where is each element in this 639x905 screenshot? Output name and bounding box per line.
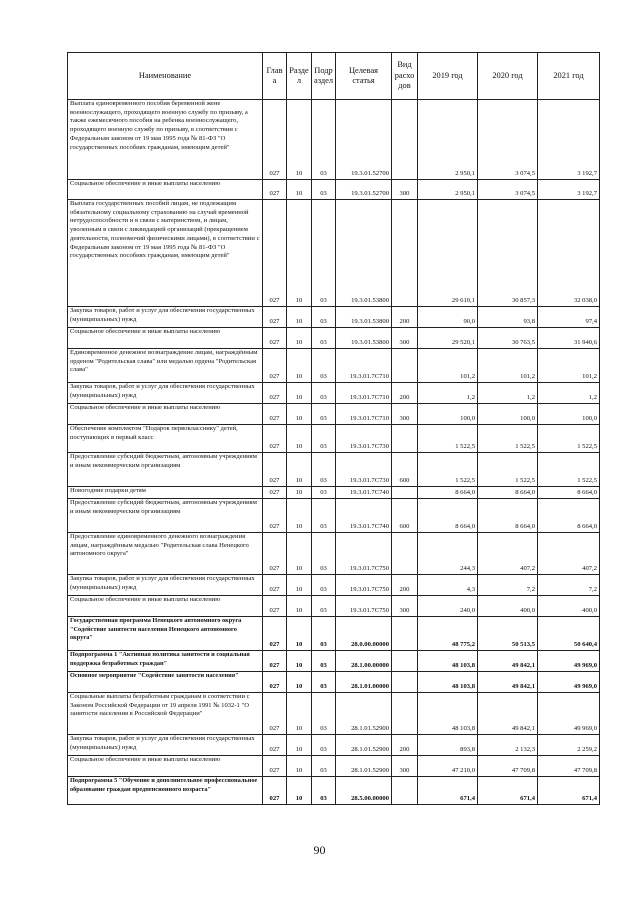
row-value-2020: 49 842,1 [478, 693, 538, 735]
row-value-2020: 3 074,5 [478, 180, 538, 200]
row-name: Социальное обеспечение и иные выплаты населению [68, 180, 263, 200]
row-value-2019: 90,0 [418, 307, 478, 328]
row-chapter: 027 [263, 756, 287, 777]
row-value-2021: 3 192,7 [538, 100, 600, 180]
table-row [68, 383, 600, 404]
row-chapter: 027 [263, 575, 287, 596]
row-target-article: 19.3.01.7С740 [336, 487, 392, 499]
row-target-article: 19.3.01.7С740 [336, 499, 392, 533]
row-value-2019: 29 520,1 [418, 328, 478, 349]
row-name: Подпрограмма 1 "Активная политика занятости и социальная поддержка безработных граждан" [68, 651, 263, 672]
row-value-2020: 8 664,0 [478, 499, 538, 533]
row-expense-type: 200 [392, 575, 418, 596]
row-value-2019: 1,2 [418, 383, 478, 404]
row-expense-type: 300 [392, 404, 418, 425]
row-target-article: 28.1.01.52900 [336, 756, 392, 777]
row-name: Новогодние подарки детям [68, 487, 263, 499]
row-section: 10 [287, 575, 312, 596]
header-expense-type: Вид расхо дов [392, 53, 418, 100]
page-number: 90 [313, 843, 326, 857]
row-name: Закупка товаров, работ и услуг для обеспечения государственных (муниципальных) нужд [68, 735, 263, 756]
row-chapter: 027 [263, 404, 287, 425]
row-value-2021: 8 664,0 [538, 487, 600, 499]
row-value-2021: 671,4 [538, 777, 600, 805]
row-chapter: 027 [263, 180, 287, 200]
row-expense-type [392, 693, 418, 735]
table-row [68, 328, 600, 349]
row-section: 10 [287, 533, 312, 575]
header-target-article: Целевая статья [336, 53, 392, 100]
row-value-2020: 50 513,5 [478, 617, 538, 651]
row-name: Социальные выплаты безработным гражданам в соответствии с Законом Российской Федерации от 19 апреля 1991 № 1032-1 "О занятости населения в Российской Федерации" [68, 693, 263, 735]
row-value-2021: 97,4 [538, 307, 600, 328]
row-value-2021: 49 969,0 [538, 693, 600, 735]
row-value-2020: 1,2 [478, 383, 538, 404]
row-expense-type [392, 200, 418, 307]
row-value-2020: 47 709,8 [478, 756, 538, 777]
row-section: 10 [287, 404, 312, 425]
table-row [68, 651, 600, 672]
row-target-article: 19.3.01.7С710 [336, 383, 392, 404]
table-row [68, 617, 600, 651]
row-target-article: 19.3.01.53800 [336, 200, 392, 307]
row-chapter: 027 [263, 777, 287, 805]
row-expense-type: 200 [392, 383, 418, 404]
row-value-2020: 93,8 [478, 307, 538, 328]
row-value-2019: 244,3 [418, 533, 478, 575]
row-expense-type: 300 [392, 596, 418, 617]
row-subsection: 03 [312, 200, 336, 307]
header-year-2021: 2021 год [538, 53, 600, 100]
row-chapter: 027 [263, 617, 287, 651]
row-value-2021: 8 664,0 [538, 499, 600, 533]
row-section: 10 [287, 596, 312, 617]
row-value-2020: 101,2 [478, 349, 538, 383]
row-name: Социальное обеспечение и иные выплаты населению [68, 756, 263, 777]
row-target-article: 28.1.01.52900 [336, 735, 392, 756]
row-target-article: 28.5.00.00000 [336, 777, 392, 805]
row-expense-type [392, 425, 418, 453]
row-value-2019: 48 775,2 [418, 617, 478, 651]
row-section: 10 [287, 617, 312, 651]
row-value-2020: 1 522,5 [478, 425, 538, 453]
row-expense-type [392, 487, 418, 499]
row-chapter: 027 [263, 533, 287, 575]
row-section: 10 [287, 383, 312, 404]
table-row [68, 425, 600, 453]
table-body [68, 100, 600, 805]
row-value-2021: 47 709,8 [538, 756, 600, 777]
row-expense-type [392, 100, 418, 180]
row-value-2019: 101,2 [418, 349, 478, 383]
header-section: Разде л [287, 53, 312, 100]
row-value-2019: 48 103,8 [418, 651, 478, 672]
row-name: Социальное обеспечение и иные выплаты населению [68, 404, 263, 425]
row-value-2021: 100,0 [538, 404, 600, 425]
row-value-2021: 1,2 [538, 383, 600, 404]
row-chapter: 027 [263, 453, 287, 487]
row-chapter: 027 [263, 425, 287, 453]
row-expense-type: 600 [392, 499, 418, 533]
row-value-2020: 2 132,3 [478, 735, 538, 756]
row-value-2019: 48 103,8 [418, 672, 478, 693]
row-section: 10 [287, 735, 312, 756]
row-chapter: 027 [263, 735, 287, 756]
row-chapter: 027 [263, 487, 287, 499]
row-chapter: 027 [263, 651, 287, 672]
table-row [68, 596, 600, 617]
row-expense-type: 300 [392, 180, 418, 200]
row-section: 10 [287, 180, 312, 200]
row-name: Единовременное денежное вознаграждение лицам, награждённым орденом "Родительская слава" или медалью ордена "Родительская слава" [68, 349, 263, 383]
row-value-2019: 47 210,0 [418, 756, 478, 777]
row-section: 10 [287, 425, 312, 453]
row-value-2021: 1 522,5 [538, 453, 600, 487]
row-value-2021: 50 640,4 [538, 617, 600, 651]
row-name: Обеспечение комплектом "Подарок первокласснику" детей, поступающих в первый класс [68, 425, 263, 453]
row-subsection: 03 [312, 425, 336, 453]
header-row [68, 53, 600, 100]
row-target-article: 19.3.01.7С710 [336, 404, 392, 425]
row-value-2021: 2 259,2 [538, 735, 600, 756]
row-value-2019: 240,0 [418, 596, 478, 617]
table-row [68, 180, 600, 200]
row-section: 10 [287, 777, 312, 805]
row-target-article: 19.3.01.7С750 [336, 575, 392, 596]
row-target-article: 19.3.01.7С750 [336, 596, 392, 617]
budget-table-container [67, 52, 599, 805]
table-row [68, 693, 600, 735]
row-value-2020: 49 842,1 [478, 651, 538, 672]
row-subsection: 03 [312, 617, 336, 651]
row-name: Социальное обеспечение и иные выплаты населению [68, 596, 263, 617]
row-target-article: 19.3.01.7С750 [336, 533, 392, 575]
row-chapter: 027 [263, 672, 287, 693]
row-chapter: 027 [263, 307, 287, 328]
row-chapter: 027 [263, 328, 287, 349]
row-subsection: 03 [312, 575, 336, 596]
row-value-2019: 671,4 [418, 777, 478, 805]
row-value-2020: 1 522,5 [478, 453, 538, 487]
table-row [68, 672, 600, 693]
row-value-2021: 400,0 [538, 596, 600, 617]
row-name: Основное мероприятие "Содействие занятости населения" [68, 672, 263, 693]
row-target-article: 28.1.01.52900 [336, 693, 392, 735]
row-subsection: 03 [312, 487, 336, 499]
table-row [68, 307, 600, 328]
row-section: 10 [287, 499, 312, 533]
row-section: 10 [287, 487, 312, 499]
table-row [68, 735, 600, 756]
row-name: Государственная программа Ненецкого автономного округа "Содействие занятости населения Ненецкого автономного округа" [68, 617, 263, 651]
row-value-2021: 31 940,6 [538, 328, 600, 349]
budget-table [67, 52, 600, 805]
row-value-2021: 7,2 [538, 575, 600, 596]
row-chapter: 027 [263, 383, 287, 404]
table-row [68, 404, 600, 425]
row-name: Подпрограмма 5 "Обучение и дополнительное профессиональное образование граждан предпенсионного возраста" [68, 777, 263, 805]
row-target-article: 19.3.01.7С730 [336, 453, 392, 487]
row-value-2020: 407,2 [478, 533, 538, 575]
row-target-article: 19.3.01.52700 [336, 100, 392, 180]
row-subsection: 03 [312, 693, 336, 735]
header-year-2019: 2019 год [418, 53, 478, 100]
row-value-2021: 3 192,7 [538, 180, 600, 200]
row-value-2020: 30 857,3 [478, 200, 538, 307]
row-section: 10 [287, 672, 312, 693]
row-value-2020: 30 763,5 [478, 328, 538, 349]
row-expense-type [392, 617, 418, 651]
table-row [68, 756, 600, 777]
row-value-2019: 100,0 [418, 404, 478, 425]
row-expense-type [392, 777, 418, 805]
row-value-2020: 8 664,0 [478, 487, 538, 499]
row-chapter: 027 [263, 100, 287, 180]
row-value-2019: 1 522,5 [418, 453, 478, 487]
row-expense-type: 300 [392, 328, 418, 349]
row-subsection: 03 [312, 328, 336, 349]
row-subsection: 03 [312, 533, 336, 575]
row-target-article: 19.3.01.7С710 [336, 349, 392, 383]
row-section: 10 [287, 100, 312, 180]
row-value-2020: 7,2 [478, 575, 538, 596]
row-value-2019: 1 522,5 [418, 425, 478, 453]
row-value-2021: 101,2 [538, 349, 600, 383]
table-row [68, 100, 600, 180]
row-subsection: 03 [312, 100, 336, 180]
row-section: 10 [287, 307, 312, 328]
row-target-article: 28.0.00.00000 [336, 617, 392, 651]
row-name: Предоставление субсидий бюджетным, автономным учреждениям и иным некоммерческим организациям [68, 499, 263, 533]
row-value-2020: 3 074,5 [478, 100, 538, 180]
row-subsection: 03 [312, 453, 336, 487]
table-row [68, 200, 600, 307]
row-name: Выплата единовременного пособия беременной жене военнослужащего, проходящего военную службу по призыву, а также ежемесячного пособия на ребенка военнослужащего, проходящего военную службу по призыву, в соответствии с Федеральным законом от 19 мая 1995 года № 81-ФЗ "О государственных пособиях гражданам, имеющим детей" [68, 100, 263, 180]
table-row [68, 453, 600, 487]
row-target-article: 19.3.01.52700 [336, 180, 392, 200]
row-value-2019: 29 610,1 [418, 200, 478, 307]
row-section: 10 [287, 693, 312, 735]
row-subsection: 03 [312, 756, 336, 777]
row-chapter: 027 [263, 499, 287, 533]
row-section: 10 [287, 453, 312, 487]
table-row [68, 575, 600, 596]
table-row [68, 533, 600, 575]
row-value-2019: 8 664,0 [418, 499, 478, 533]
row-section: 10 [287, 651, 312, 672]
row-target-article: 19.3.01.53800 [336, 328, 392, 349]
row-value-2020: 671,4 [478, 777, 538, 805]
row-subsection: 03 [312, 651, 336, 672]
row-name: Выплата государственных пособий лицам, не подлежащим обязательному социальному страхованию на случай временной нетрудоспособности и в связи с материнством, и лицам, уволенным в связи с ликвидацией организаций (прекращением деятельности, полномочий физическими лицами), в соответствии с Федеральным законом от 19 мая 1995 года № 81-ФЗ "О государственных пособиях гражданам, имеющим детей" [68, 200, 263, 307]
row-expense-type [392, 349, 418, 383]
row-value-2019: 2 950,1 [418, 180, 478, 200]
row-chapter: 027 [263, 693, 287, 735]
table-row [68, 349, 600, 383]
row-expense-type [392, 672, 418, 693]
row-section: 10 [287, 349, 312, 383]
row-expense-type [392, 533, 418, 575]
row-target-article: 28.1.00.00000 [336, 651, 392, 672]
row-value-2019: 48 103,8 [418, 693, 478, 735]
row-value-2021: 1 522,5 [538, 425, 600, 453]
row-value-2019: 893,8 [418, 735, 478, 756]
row-value-2021: 49 969,0 [538, 651, 600, 672]
row-target-article: 28.1.01.00000 [336, 672, 392, 693]
row-subsection: 03 [312, 349, 336, 383]
row-value-2020: 400,0 [478, 596, 538, 617]
row-subsection: 03 [312, 777, 336, 805]
header-chapter: Глав а [263, 53, 287, 100]
row-section: 10 [287, 756, 312, 777]
row-subsection: 03 [312, 383, 336, 404]
row-name: Предоставление единовременного денежного вознаграждения лицам, награждённым медалью "Родительская слава Ненецкого автономного округа" [68, 533, 263, 575]
row-value-2020: 100,0 [478, 404, 538, 425]
row-subsection: 03 [312, 307, 336, 328]
row-subsection: 03 [312, 735, 336, 756]
row-expense-type: 200 [392, 735, 418, 756]
row-chapter: 027 [263, 349, 287, 383]
row-target-article: 19.3.01.7С730 [336, 425, 392, 453]
header-name: Наименование [68, 53, 263, 100]
row-name: Закупка товаров, работ и услуг для обеспечения государственных (муниципальных) нужд [68, 307, 263, 328]
row-value-2021: 49 969,0 [538, 672, 600, 693]
row-target-article: 19.3.01.53800 [336, 307, 392, 328]
row-chapter: 027 [263, 200, 287, 307]
row-chapter: 027 [263, 596, 287, 617]
row-section: 10 [287, 328, 312, 349]
table-row [68, 499, 600, 533]
row-expense-type [392, 651, 418, 672]
row-value-2019: 2 950,1 [418, 100, 478, 180]
row-expense-type: 600 [392, 453, 418, 487]
row-name: Закупка товаров, работ и услуг для обеспечения государственных (муниципальных) нужд [68, 383, 263, 404]
row-value-2021: 32 038,0 [538, 200, 600, 307]
table-row [68, 487, 600, 499]
row-expense-type: 300 [392, 756, 418, 777]
row-name: Предоставление субсидий бюджетным, автономным учреждениям и иным некоммерческим организациям [68, 453, 263, 487]
row-value-2021: 407,2 [538, 533, 600, 575]
row-subsection: 03 [312, 672, 336, 693]
header-year-2020: 2020 год [478, 53, 538, 100]
row-subsection: 03 [312, 180, 336, 200]
row-subsection: 03 [312, 596, 336, 617]
row-name: Социальное обеспечение и иные выплаты населению [68, 328, 263, 349]
row-expense-type: 200 [392, 307, 418, 328]
header-subsection: Подр аздел [312, 53, 336, 100]
row-section: 10 [287, 200, 312, 307]
table-row [68, 777, 600, 805]
row-subsection: 03 [312, 499, 336, 533]
row-name: Закупка товаров, работ и услуг для обеспечения государственных (муниципальных) нужд [68, 575, 263, 596]
row-value-2019: 4,3 [418, 575, 478, 596]
row-value-2020: 49 842,1 [478, 672, 538, 693]
row-value-2019: 8 664,0 [418, 487, 478, 499]
row-subsection: 03 [312, 404, 336, 425]
